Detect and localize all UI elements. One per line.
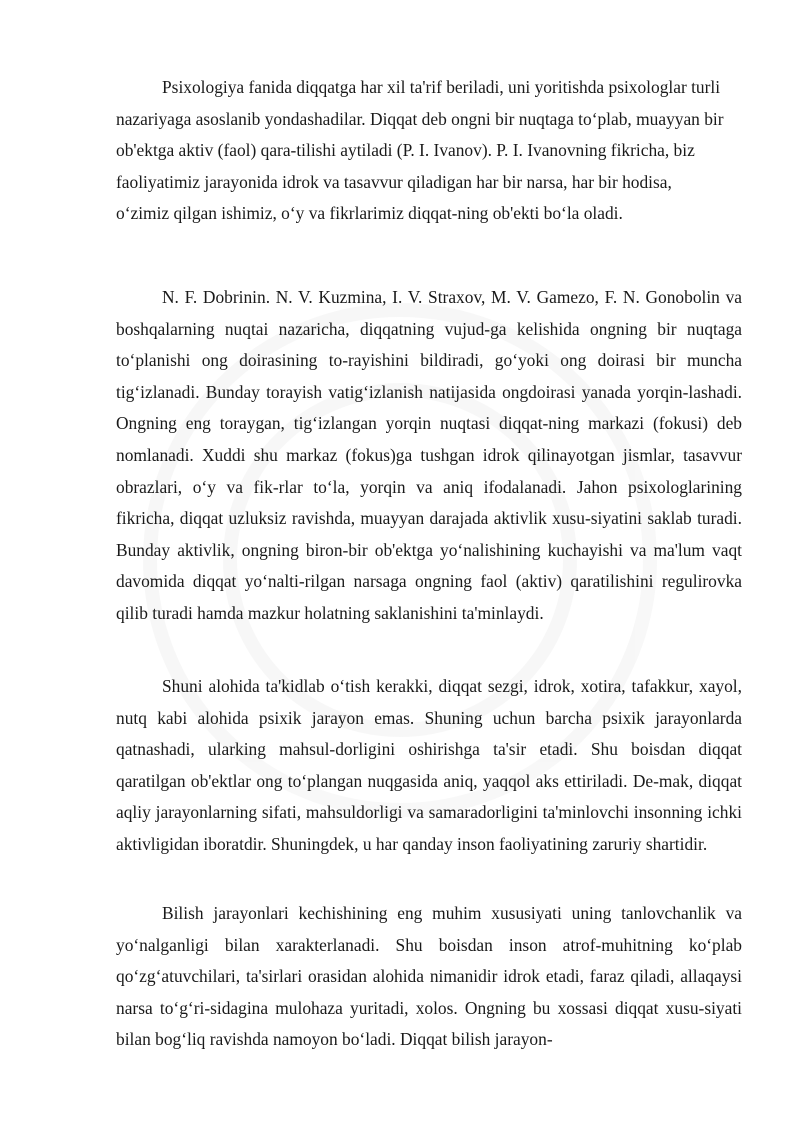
paragraph-1 xyxy=(116,72,728,230)
paragraph-3 xyxy=(116,671,742,861)
paragraph-4 xyxy=(116,898,742,1056)
paragraph-text: Psixologiya fanida diqqatga har xil ta'rif beriladi, uni yoritishda psixologlar turli nazariyaga asoslanib yondashadilar. Diqqat deb ongni bir nuqtaga to‘plab, muayyan bir ob'ektga aktiv (faol) qara-tilishi aytiladi (P. I. Ivanov). P. I. Ivanovning fikricha, biz faoliyatimiz jarayonida idrok va tasavvur qiladigan har bir narsa, har bir hodisa, o‘zimiz qilgan ishimiz, o‘y va fikrlarimiz diqqat-ning ob'ekti bo‘la oladi. xyxy=(116,77,724,224)
paragraph-text: N. F. Dobrinin. N. V. Kuzmina, I. V. Straxov, M. V. Gamezo, F. N. Gonobolin va boshqalarning nuqtai nazaricha, diqqatning vujud-ga kelishida ongning bir nuqtaga to‘planishi ong doirasining to-rayishini bildiradi, go‘yoki ong doirasi bir muncha tig‘izlanadi. Bunday torayish vatig‘izlanish natijasida ongdoirasi yanada yorqin-lashadi. Ongning eng toraygan, tig‘izlangan yorqin nuqtasi diqqat-ning markazi (fokusi) deb nomlanadi. Xuddi shu markaz (fokus)ga tushgan idrok qilinayotgan jismlar, tasavvur obrazlari, o‘y va fik-rlar to‘la, yorqin va aniq ifodalanadi. Jahon psixologlarining fikricha, diqqat uzluksiz ravishda, muayyan darajada aktivlik xusu-siyatini saklab turadi. Bunday aktivlik, ongning biron-bir ob'ektga yo‘nalishining kuchayishi va ma'lum vaqt davomida diqqat yo‘nalti-rilgan narsaga ongning faol (aktiv) qaratilishini regulirovka qilib turadi hamda mazkur holatning saklanishini ta'minlaydi. xyxy=(116,287,742,623)
paragraph-text: Bilish jarayonlari kechishining eng muhim xususiyati uning tanlovchanlik va yo‘nalganligi bilan xarakterlanadi. Shu boisdan inson atrof-muhitning ko‘plab qo‘zg‘atuvchilari, ta'sirlari orasidan alohida nimanidir idrok etadi, faraz qiladi, allaqaysi narsa to‘g‘ri-sidagina mulohaza yuritadi, xolos. Ongning bu xossasi diqqat xusu-siyati bilan bog‘liq ravishda namoyon bo‘ladi. Diqqat bilish jarayon- xyxy=(116,903,742,1050)
paragraph-2 xyxy=(116,282,742,630)
paragraph-text: Shuni alohida ta'kidlab o‘tish kerakki, diqqat sezgi, idrok, xotira, tafakkur, xayol, nutq kabi alohida psixik jarayon emas. Shuning uchun barcha psixik jarayonlarda qatnashadi, ularking mahsul-dorligini oshirishga ta'sir etadi. Shu boisdan diqqat qaratilgan ob'ektlar ong to‘plangan nuqgasida aniq, yaqqol aks ettiriladi. De-mak, diqqat aqliy jarayonlarning sifati, mahsuldorligi va samaradorligini ta'minlovchi insonning ichki aktivligidan iboratdir. Shuningdek, u har qanday inson faoliyatining zaruriy shartidir. xyxy=(116,676,742,854)
